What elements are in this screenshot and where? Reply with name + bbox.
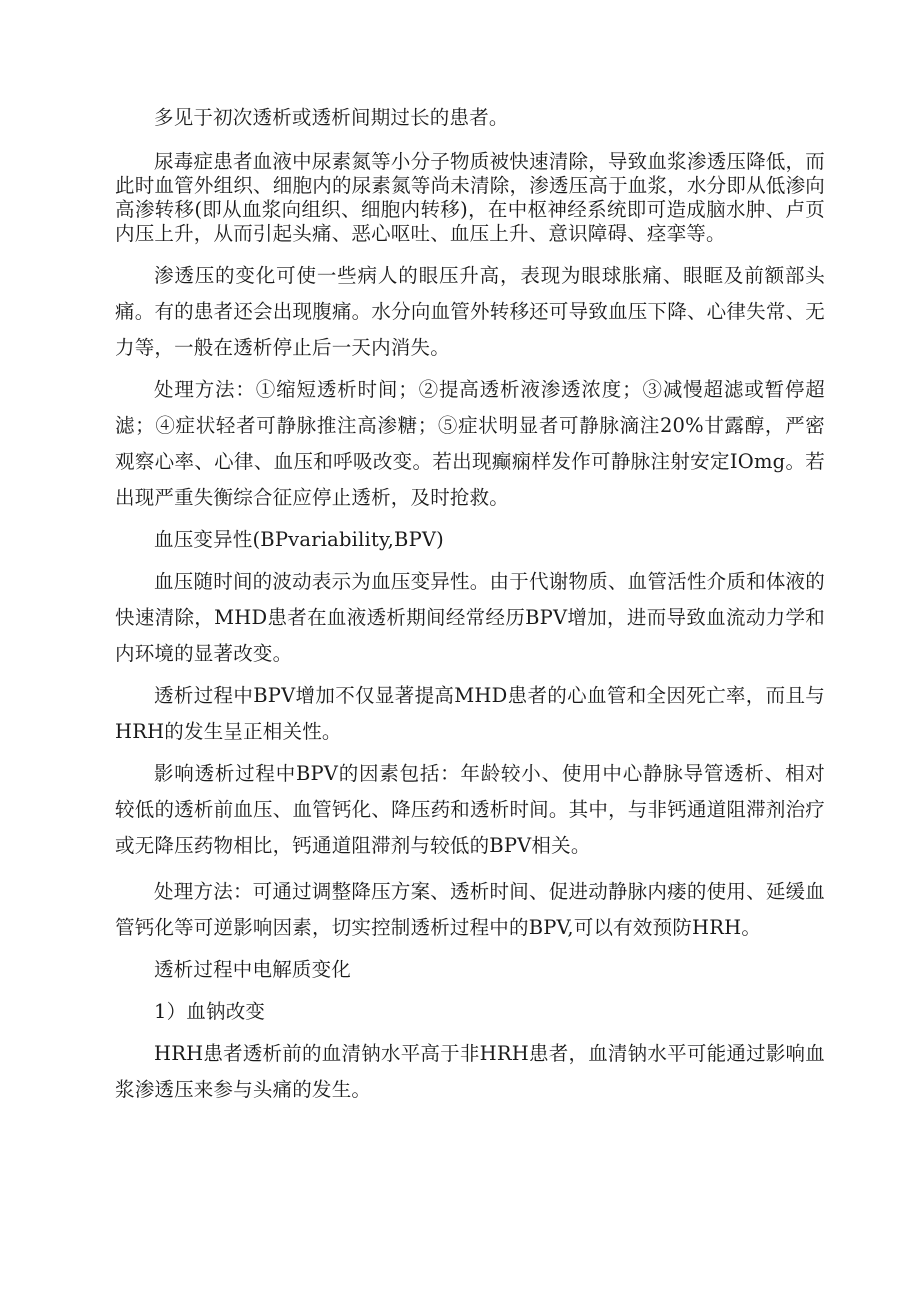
paragraph-4: 处理方法：①缩短透析时间；②提高透析液渗透浓度；③减慢超滤或暂停超滤；④症状轻者可静脉推注高渗糖；⑤症状明显者可静脉滴注20%甘露醇，严密观察心率、心律、血压和呼吸改变。若出现癫痫样发作可静脉注射安定IOmg。若出现严重失衡综合征应停止透析，及时抢救。 [115, 378, 825, 509]
section-heading-electrolyte: 透析过程中电解质变化 [154, 958, 352, 981]
section-heading-bpv: 血压变异性(BPvariability,BPV) [154, 528, 444, 551]
paragraph-6: 透析过程中BPV增加不仅显著提高MHD患者的心血管和全因死亡率，而且与HRH的发生呈正相关性。 [115, 684, 825, 743]
paragraph-3: 渗透压的变化可使一些病人的眼压升高，表现为眼球胀痛、眼眶及前额部头痛。有的患者还会出现腹痛。水分向血管外转移还可导致血压下降、心律失常、无力等，一般在透析停止后一天内消失。 [115, 264, 825, 359]
paragraph-7: 影响透析过程中BPV的因素包括：年龄较小、使用中心静脉导管透析、相对较低的透析前血压、血管钙化、降压药和透析时间。其中，与非钙通道阻滞剂治疗或无降压药物相比，钙通道阻滞剂与较低的BPV相关。 [115, 762, 825, 857]
document-page [115, 100, 825, 1108]
subheading-sodium: 1）血钠改变 [154, 1000, 266, 1023]
paragraph-5: 血压随时间的波动表示为血压变异性。由于代谢物质、血管活性介质和体液的快速清除，MHD患者在血液透析期间经常经历BPV增加，进而导致血流动力学和内环境的显著改变。 [115, 570, 825, 665]
paragraph-9: HRH患者透析前的血清钠水平高于非HRH患者，血清钠水平可能通过影响血浆渗透压来参与头痛的发生。 [115, 1042, 825, 1101]
paragraph-2: 尿毒症患者血液中尿素氮等小分子物质被快速清除，导致血浆渗透压降低，而此时血管外组织、细胞内的尿素氮等尚未清除，渗透压高于血浆，水分即从低渗向高渗转移(即从血浆向组织、细胞内转移)，在中枢神经系统即可造成脑水肿、卢页内压上升，从而引起头痛、恶心呕吐、血压上升、意识障碍、痉挛等。 [115, 150, 825, 245]
paragraph-1: 多见于初次透析或透析间期过长的患者。 [154, 106, 509, 129]
paragraph-8: 处理方法：可通过调整降压方案、透析时间、促进动静脉内瘘的使用、延缓血管钙化等可逆影响因素，切实控制透析过程中的BPV,可以有效预防HRH。 [115, 880, 825, 939]
